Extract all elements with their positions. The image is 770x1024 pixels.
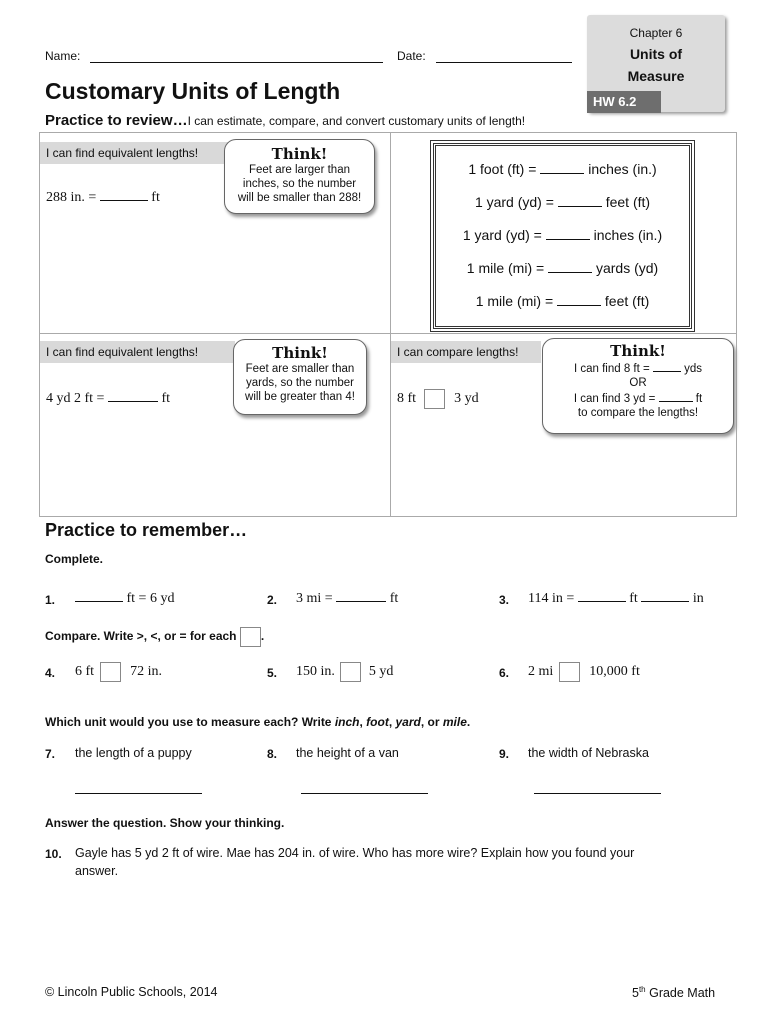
answer-blank[interactable] bbox=[336, 590, 386, 602]
review-heading-row bbox=[45, 112, 525, 129]
date-field[interactable] bbox=[436, 62, 572, 63]
compare-box-sample bbox=[240, 627, 261, 647]
q10-number: 10. bbox=[45, 847, 62, 861]
date-label: Date: bbox=[397, 49, 426, 63]
conversion-table bbox=[433, 143, 692, 329]
remember-heading: Practice to remember… bbox=[45, 520, 248, 540]
q1-number: 1. bbox=[45, 593, 56, 607]
review-objective: I can estimate, compare, and convert customary units of length! bbox=[187, 114, 526, 128]
think-line: will be smaller than 288! bbox=[237, 192, 362, 204]
think-bubble-1 bbox=[224, 139, 375, 214]
think-line: OR bbox=[629, 377, 647, 389]
q9-answer-line[interactable] bbox=[534, 793, 661, 794]
q1-text: ft = 6 yd bbox=[75, 590, 174, 607]
compare-box[interactable] bbox=[100, 662, 121, 682]
conversion-row: 1 yard (yd) = inches (in.) bbox=[462, 227, 663, 243]
cell1-problem: 288 in. = ft bbox=[46, 190, 160, 205]
q8-number: 8. bbox=[267, 747, 278, 761]
answer-label: Answer the question. Show your thinking. bbox=[45, 816, 285, 830]
grid-divider-vertical bbox=[390, 132, 391, 517]
think-line: Feet are smaller than bbox=[245, 363, 355, 375]
grid-divider-horizontal bbox=[39, 333, 737, 334]
name-field[interactable] bbox=[90, 62, 383, 63]
answer-blank[interactable] bbox=[578, 590, 626, 602]
compare-box[interactable] bbox=[340, 662, 361, 682]
think-line: will be greater than 4! bbox=[245, 391, 355, 403]
complete-label: Complete. bbox=[45, 552, 104, 566]
compare-box[interactable] bbox=[424, 389, 445, 409]
answer-blank[interactable] bbox=[659, 390, 693, 402]
q2-number: 2. bbox=[267, 593, 278, 607]
cell4-heading: I can compare lengths! bbox=[391, 341, 541, 363]
unit-label: Which unit would you use to measure each? Write inch, foot, yard, or mile. bbox=[45, 715, 471, 729]
answer-blank[interactable] bbox=[75, 590, 123, 602]
cell3-heading: I can find equivalent lengths! bbox=[40, 341, 235, 363]
think-line: yards, so the number bbox=[245, 377, 355, 389]
conversion-row: 1 mile (mi) = yards (yd) bbox=[466, 260, 659, 276]
chapter-tab bbox=[587, 15, 725, 112]
answer-blank[interactable] bbox=[641, 590, 689, 602]
conversion-row: 1 foot (ft) = inches (in.) bbox=[468, 161, 657, 177]
answer-blank[interactable] bbox=[653, 360, 681, 372]
unit-title-line1: Units of bbox=[629, 46, 683, 62]
think-line: Feet are larger than bbox=[248, 164, 350, 176]
answer-blank[interactable] bbox=[558, 195, 602, 207]
q9-number: 9. bbox=[499, 747, 510, 761]
q3-number: 3. bbox=[499, 593, 510, 607]
q4-text: 6 ft 72 in. bbox=[75, 662, 162, 682]
cell1-heading: I can find equivalent lengths! bbox=[40, 142, 235, 164]
think-title: Think! bbox=[610, 342, 666, 360]
answer-blank[interactable] bbox=[108, 390, 158, 402]
q9-text: the width of Nebraska bbox=[528, 746, 649, 760]
think-title: Think! bbox=[272, 344, 328, 362]
chapter-label: Chapter 6 bbox=[629, 26, 683, 40]
think-bubble-3 bbox=[233, 339, 367, 415]
copyright: © Lincoln Public Schools, 2014 bbox=[45, 985, 218, 999]
think-title: Think! bbox=[271, 145, 328, 163]
unit-title-line2: Measure bbox=[627, 68, 685, 84]
hw-badge: HW 6.2 bbox=[587, 91, 661, 113]
conversion-row: 1 mile (mi) = feet (ft) bbox=[475, 293, 650, 309]
q10-text-line1: Gayle has 5 yd 2 ft of wire. Mae has 204 in. of wire. Who has more wire? Explain how you found your bbox=[75, 846, 635, 860]
q4-number: 4. bbox=[45, 666, 56, 680]
q6-number: 6. bbox=[499, 666, 510, 680]
q5-text: 150 in. 5 yd bbox=[296, 662, 393, 682]
answer-blank[interactable] bbox=[540, 162, 584, 174]
page-title: Customary Units of Length bbox=[45, 78, 341, 104]
think-line: to compare the lengths! bbox=[577, 407, 699, 419]
answer-blank[interactable] bbox=[548, 261, 592, 273]
think-line: I can find 3 yd = ft bbox=[543, 390, 733, 406]
q3-text: 114 in = ft in bbox=[528, 591, 704, 606]
think-bubble-4 bbox=[542, 338, 734, 434]
answer-blank[interactable] bbox=[546, 228, 590, 240]
q8-answer-line[interactable] bbox=[301, 793, 428, 794]
q2-text: 3 mi = ft bbox=[296, 591, 399, 606]
compare-box[interactable] bbox=[559, 662, 580, 682]
think-line: inches, so the number bbox=[242, 178, 357, 190]
compare-label: Compare. Write >, <, or = for each . bbox=[45, 627, 264, 647]
grade-label: 5th Grade Math bbox=[632, 985, 716, 1001]
cell4-problem: 8 ft 3 yd bbox=[397, 389, 479, 409]
name-label: Name: bbox=[45, 49, 81, 63]
q7-answer-line[interactable] bbox=[75, 793, 202, 794]
review-heading: Practice to review… bbox=[45, 112, 188, 129]
q8-text: the height of a van bbox=[296, 746, 399, 760]
cell3-problem: 4 yd 2 ft = ft bbox=[46, 391, 171, 406]
q7-number: 7. bbox=[45, 747, 56, 761]
q6-text: 2 mi 10,000 ft bbox=[528, 662, 640, 682]
q7-text: the length of a puppy bbox=[75, 746, 192, 760]
q10-text-line2: answer. bbox=[75, 864, 119, 878]
answer-blank[interactable] bbox=[557, 294, 601, 306]
conversion-row: 1 yard (yd) = feet (ft) bbox=[474, 194, 651, 210]
answer-blank[interactable] bbox=[100, 189, 148, 201]
think-line: I can find 8 ft = yds bbox=[543, 360, 733, 376]
q5-number: 5. bbox=[267, 666, 278, 680]
